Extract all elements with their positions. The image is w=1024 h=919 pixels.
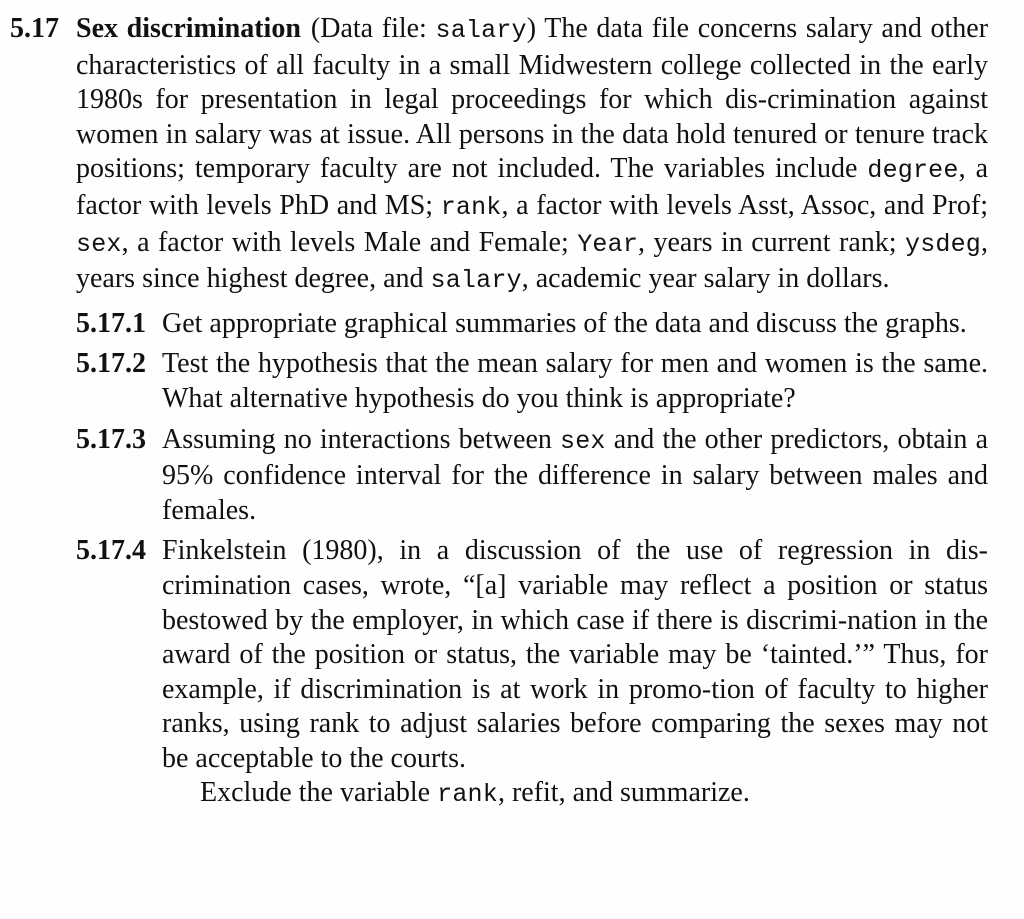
variable-sex: sex bbox=[560, 426, 606, 456]
part-text bbox=[162, 423, 988, 529]
exercise-title: Sex discrimination bbox=[76, 13, 301, 44]
exercise-header bbox=[10, 12, 988, 299]
part-5-17-4 bbox=[76, 534, 988, 813]
part-text-block bbox=[162, 534, 988, 813]
part-note-a: Exclude the variable bbox=[200, 777, 438, 809]
intro-text-3: , a factor with levels Asst, Assoc, and Prof; bbox=[501, 189, 988, 221]
part-note-b: , refit, and summarize. bbox=[497, 777, 750, 809]
variable-rank: rank bbox=[437, 780, 498, 810]
exercise-5-17 bbox=[10, 12, 988, 819]
part-number: 5.17.4 bbox=[76, 535, 146, 567]
part-number: 5.17.2 bbox=[76, 348, 146, 380]
variable-salary: salary bbox=[430, 266, 522, 296]
variable-sex: sex bbox=[76, 229, 122, 259]
part-text: Finkelstein (1980), in a discussion of the use of regression in dis-crimination cases, wrote, “[a] variable may reflect a position or status bestowed by the employer, in which case if there is discrimi-nation in the award of the position or status, the variable may be ‘tainted.’” Thus, for example, if discrimination is at work in promo-tion of faculty to higher ranks, using rank to adjust salaries before comparing the sexes may not be acceptable to the courts. bbox=[162, 535, 988, 774]
exercise-number: 5.17 bbox=[10, 13, 59, 44]
variable-rank: rank bbox=[440, 192, 502, 222]
part-number: 5.17.1 bbox=[76, 307, 146, 339]
intro-text-5: , years in current rank; bbox=[638, 226, 905, 258]
part-text-b: and the other predictors, obtain a 95% confidence interval for the difference in salary between males and females. bbox=[162, 423, 988, 526]
part-5-17-2 bbox=[76, 347, 988, 416]
part-5-17-1 bbox=[76, 307, 988, 342]
part-note bbox=[162, 776, 988, 813]
intro-text-2: , a factor with levels PhD and MS; bbox=[76, 153, 988, 221]
part-text: Get appropriate graphical summaries of the data and discuss the graphs. bbox=[162, 307, 967, 339]
exercise-parts bbox=[76, 307, 988, 813]
variable-degree: degree bbox=[867, 156, 959, 186]
data-file-name: salary bbox=[435, 16, 527, 45]
part-number: 5.17.3 bbox=[76, 423, 146, 455]
intro-text-6: , years since highest degree, and bbox=[76, 226, 989, 295]
exercise-intro bbox=[76, 12, 988, 299]
data-file-prefix: (Data file: bbox=[310, 13, 436, 44]
intro-text-4: , a factor with levels Male and Female; bbox=[121, 226, 578, 258]
variable-year: Year bbox=[577, 229, 639, 259]
variable-ysdeg: ysdeg bbox=[905, 229, 982, 259]
intro-text-1: The data file concerns salary and other characteristics of all faculty in a small Midwestern college collected in the early 1980s for presentation in legal proceedings for which dis-crimination against women in salary was at issue. All persons in the data hold tenured or tenure track positions; temporary faculty are not included. The variables include bbox=[76, 13, 989, 185]
part-text-a: Assuming no interactions between bbox=[162, 423, 561, 455]
data-file-suffix: ) bbox=[526, 13, 537, 44]
intro-text-7: , academic year salary in dollars. bbox=[521, 263, 890, 295]
part-text: Test the hypothesis that the mean salary for men and women is the same. What alternative hypothesis do you think is appropriate? bbox=[162, 348, 988, 414]
part-5-17-3 bbox=[76, 423, 988, 529]
